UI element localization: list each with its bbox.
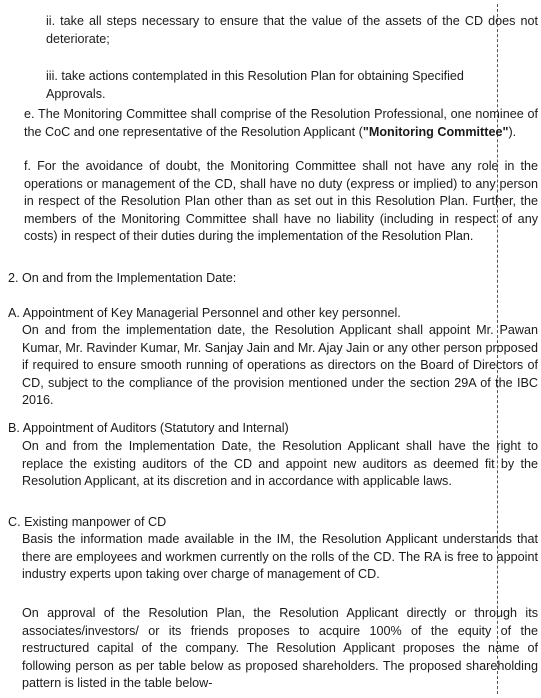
clause-ii: ii. take all steps necessary to ensure that the value of the assets of the CD does not deteriorate; <box>46 14 538 46</box>
section-a-body: On and from the implementation date, the Resolution Applicant shall appoint Mr. Pawan Kumar, Mr. Ravinder Kumar, Mr. Sanjay Jain and Mr. Ajay Jain or any other person proposed if required to ensure smooth running of operations as directors on the Board of Directors of CD, subject to the compliance of the provision mentioned under the section 29A of the IBC 2016. <box>22 323 538 408</box>
clause-e <box>24 106 538 141</box>
clause-e-defined-term: "Monitoring Committee" <box>362 124 509 139</box>
clause-e-text-end: ). <box>508 124 517 139</box>
section-b-heading: B. Appointment of Auditors (Statutory and Internal) <box>8 421 289 435</box>
clause-e-text: e. The Monitoring Committee shall comprise of the Resolution Professional, one nominee of the CoC and one representative of the Resolution Applicant ( <box>24 107 538 139</box>
item-2-heading: 2. On and from the Implementation Date: <box>8 271 237 285</box>
approval-paragraph: On approval of the Resolution Plan, the Resolution Applicant directly or through its associates/investors/ or its friends proposes to acquire 100% of the equity of the restructured capital of the company. The Resolution Applicant proposes the name of following person as per table below as proposed shareholders. The proposed shareholding pattern is listed in the table below- <box>22 606 538 691</box>
section-b-body: On and from the Implementation Date, the Resolution Applicant shall have the right to replace the existing auditors of the CD and appoint new auditors as deemed fit by the Resolution Applicant, at its discretion and in accordance with applicable laws. <box>22 439 538 489</box>
section-c-body: Basis the information made available in the IM, the Resolution Applicant understands that there are employees and workmen currently on the rolls of the CD. The RA is free to appoint industry experts upon taking over charge of management of CD. <box>22 532 538 582</box>
clause-f: f. For the avoidance of doubt, the Monitoring Committee shall not have any role in the operations or management of the CD, shall have no duty (express or implied) to any person in respect of the Resolution Plan other than as set out in this Resolution Plan. Further, the members of the Monitoring Committee shall have no liability (including in respect of any costs) in respect of their duties during the implementation of the Resolution Plan. <box>24 159 538 244</box>
clause-iii: iii. take actions contemplated in this Resolution Plan for obtaining Specified Approvals. <box>46 69 464 101</box>
section-c-heading: C. Existing manpower of CD <box>8 515 167 529</box>
section-a-heading: A. Appointment of Key Managerial Personnel and other key personnel. <box>8 306 401 320</box>
